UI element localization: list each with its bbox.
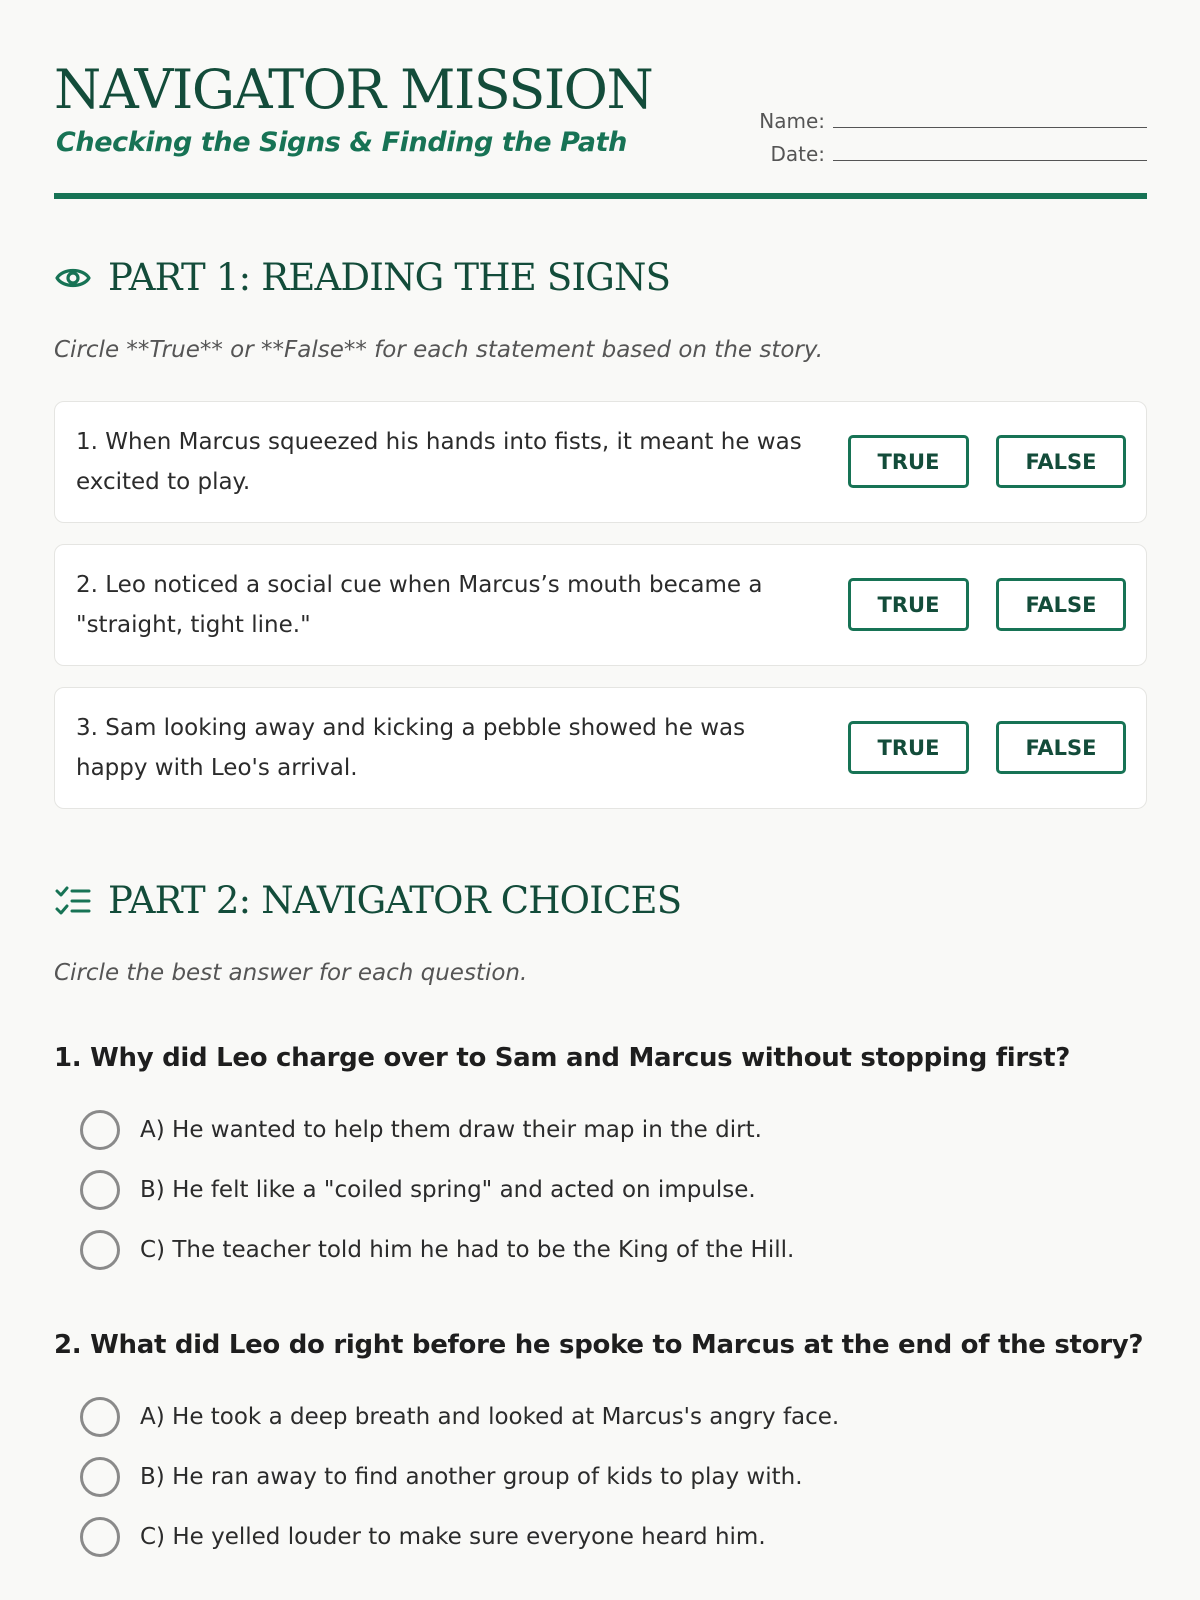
option-text: A) He wanted to help them draw their map in the dirt. (140, 1117, 762, 1143)
part2-instructions: Circle the best answer for each question. (54, 960, 528, 986)
page-title: NAVIGATOR MISSION (54, 58, 653, 121)
part1-instructions: Circle **True** or **False** for each statement based on the story. (54, 337, 824, 363)
radio-circle[interactable] (80, 1110, 120, 1150)
part1-title: PART 1: READING THE SIGNS (108, 256, 671, 299)
student-info-fields (747, 100, 1147, 166)
question-2: 2. What did Leo do right before he spoke to Marcus at the end of the story? (54, 1330, 1144, 1360)
radio-circle[interactable] (80, 1230, 120, 1270)
page-subtitle: Checking the Signs & Finding the Path (56, 127, 627, 158)
question-1-option-c[interactable] (80, 1230, 794, 1270)
option-text: C) The teacher told him he had to be the King of the Hill. (140, 1237, 795, 1263)
radio-circle[interactable] (80, 1517, 120, 1557)
part1-heading (54, 256, 670, 299)
question-2-option-c[interactable] (80, 1517, 766, 1557)
part2-title: PART 2: NAVIGATOR CHOICES (108, 879, 682, 922)
statement-text: 3. Sam looking away and kicking a pebble showed he was happy with Leo's arrival. (76, 715, 746, 781)
radio-circle[interactable] (80, 1457, 120, 1497)
option-text: B) He ran away to find another group of kids to play with. (140, 1464, 803, 1490)
false-button[interactable]: FALSE (996, 721, 1126, 774)
statement-card-1 (54, 401, 1147, 523)
date-label: Date: (770, 142, 825, 166)
statement-text: 1. When Marcus squeezed his hands into fists, it meant he was excited to play. (76, 429, 802, 495)
worksheet-page (54, 0, 1147, 1550)
statement-card-3 (54, 687, 1147, 809)
name-field (747, 100, 1147, 133)
worksheet-header (54, 0, 1147, 200)
option-text: C) He yelled louder to make sure everyone heard him. (140, 1524, 766, 1550)
false-button[interactable]: FALSE (996, 435, 1126, 488)
question-1-option-b[interactable] (80, 1170, 756, 1210)
checklist-icon (54, 881, 94, 921)
question-1-option-a[interactable] (80, 1110, 762, 1150)
name-blank-line[interactable] (833, 127, 1147, 128)
statement-text: 2. Leo noticed a social cue when Marcus’s mouth became a "straight, tight line." (76, 572, 763, 638)
date-blank-line[interactable] (833, 160, 1147, 161)
question-1: 1. Why did Leo charge over to Sam and Marcus without stopping first? (54, 1043, 1071, 1073)
radio-circle[interactable] (80, 1170, 120, 1210)
option-text: B) He felt like a "coiled spring" and acted on impulse. (140, 1177, 756, 1203)
statement-card-2 (54, 544, 1147, 666)
eye-icon (54, 258, 94, 298)
date-field (747, 133, 1147, 166)
true-button[interactable]: TRUE (848, 578, 969, 631)
header-divider (54, 193, 1147, 199)
true-button[interactable]: TRUE (848, 435, 969, 488)
false-button[interactable]: FALSE (996, 578, 1126, 631)
part2-heading (54, 879, 681, 922)
true-button[interactable]: TRUE (848, 721, 969, 774)
question-2-option-b[interactable] (80, 1457, 803, 1497)
option-text: A) He took a deep breath and looked at Marcus's angry face. (140, 1404, 840, 1430)
name-label: Name: (759, 109, 825, 133)
question-2-option-a[interactable] (80, 1397, 839, 1437)
radio-circle[interactable] (80, 1397, 120, 1437)
